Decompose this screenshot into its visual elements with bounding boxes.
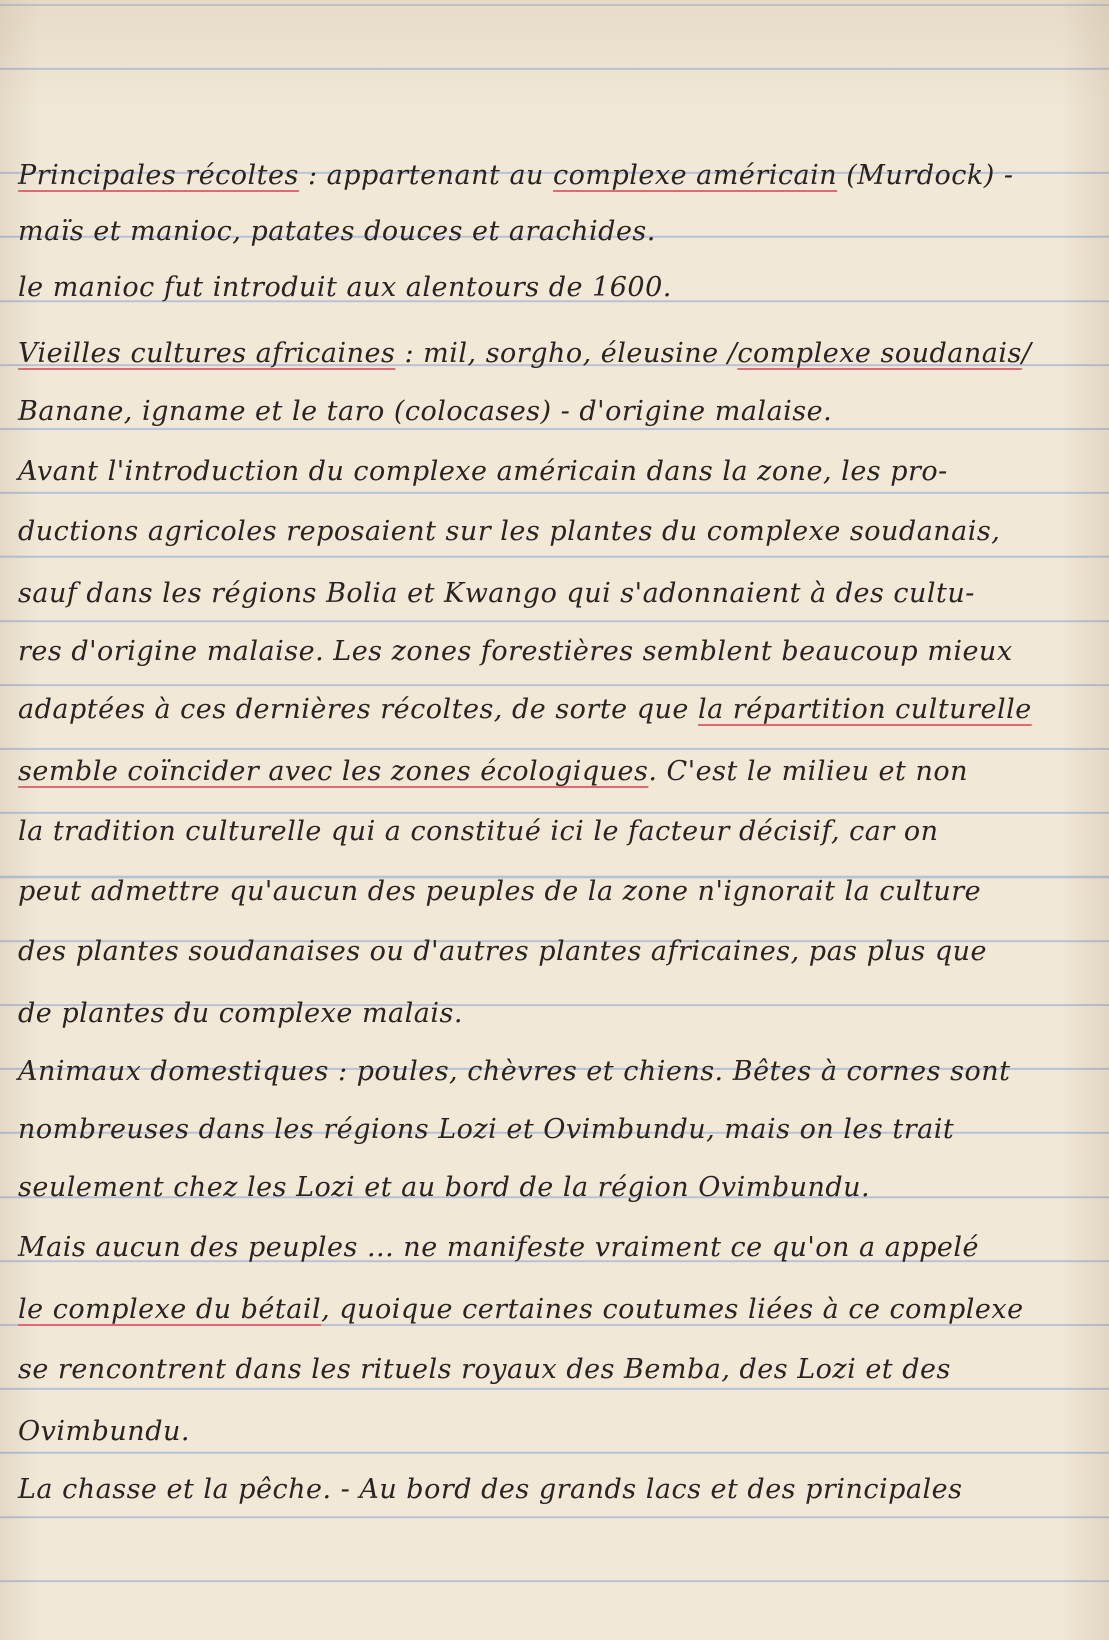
text-segment: le manioc fut introduit aux alentours de 1600. — [18, 272, 672, 303]
handwritten-line — [18, 212, 1089, 252]
text-segment: res d'origine malaise. Les zones forestières semblent beaucoup mieux — [18, 636, 1013, 667]
handwritten-line — [18, 1350, 1089, 1390]
underlined-phrase: complexe américain — [553, 160, 838, 191]
text-segment: Mais aucun des peuples ... ne manifeste vraiment ce qu'on a appelé — [18, 1232, 979, 1263]
text-segment: Animaux domestiques : poules, chèvres et chiens. Bêtes à cornes sont — [18, 1056, 1011, 1087]
underlined-phrase: Principales récoltes — [18, 160, 299, 191]
text-segment: de plantes du complexe malais. — [18, 998, 463, 1029]
text-segment: la tradition culturelle qui a constitué ici le facteur décisif, car on — [18, 816, 939, 847]
handwritten-line — [18, 632, 1089, 672]
text-segment: se rencontrent dans les rituels royaux des Bemba, des Lozi et des — [18, 1354, 951, 1385]
text-segment: Ovimbundu. — [18, 1416, 190, 1447]
handwritten-line — [18, 156, 1089, 196]
text-segment: ductions agricoles reposaient sur les plantes du complexe soudanais, — [18, 516, 1001, 547]
underlined-phrase: complexe soudanais — [737, 338, 1022, 369]
text-segment: La chasse et la pêche. - Au bord des grands lacs et des principales — [18, 1474, 963, 1505]
text-segment: des plantes soudanaises ou d'autres plantes africaines, pas plus que — [18, 936, 988, 967]
text-segment: Banane, igname et le taro (colocases) - d'origine malaise. — [18, 396, 833, 427]
handwritten-line — [18, 690, 1089, 730]
handwritten-line — [18, 512, 1089, 552]
handwritten-line — [18, 872, 1089, 912]
handwritten-line — [18, 1290, 1089, 1330]
text-segment: (Murdock) - — [837, 160, 1014, 191]
text-segment: : appartenant au — [298, 160, 554, 191]
underlined-phrase: la répartition culturelle — [697, 694, 1032, 725]
underlined-phrase: Vieilles cultures africaines — [18, 338, 396, 369]
handwritten-line — [18, 1052, 1089, 1092]
text-segment: peut admettre qu'aucun des peuples de la zone n'ignorait la culture — [18, 876, 982, 907]
handwritten-line — [18, 452, 1089, 492]
underlined-phrase: semble coïncider avec les zones écologiques — [18, 756, 649, 787]
text-segment: / — [1021, 338, 1032, 369]
handwritten-line — [18, 932, 1089, 972]
text-segment: nombreuses dans les régions Lozi et Ovimbundu, mais on les trait — [18, 1114, 955, 1145]
handwritten-line — [18, 574, 1089, 614]
handwritten-line — [18, 812, 1089, 852]
text-segment: : mil, sorgho, éleusine / — [395, 338, 738, 369]
text-segment: . C'est le milieu et non — [648, 756, 968, 787]
handwritten-line — [18, 1110, 1089, 1150]
handwritten-line — [18, 752, 1089, 792]
handwritten-line — [18, 994, 1089, 1034]
text-segment: maïs et manioc, patates douces et arachides. — [18, 216, 656, 247]
handwritten-line — [18, 334, 1089, 374]
handwritten-line — [18, 1470, 1089, 1510]
underlined-phrase: le complexe du bétail — [18, 1294, 322, 1325]
handwritten-line — [18, 1168, 1089, 1208]
text-segment: Avant l'introduction du complexe américain dans la zone, les pro- — [18, 456, 948, 487]
handwritten-line — [18, 1228, 1089, 1268]
text-segment: , quoique certaines coutumes liées à ce complexe — [321, 1294, 1024, 1325]
text-segment: adaptées à ces dernières récoltes, de sorte que — [18, 694, 698, 725]
handwritten-line — [18, 1412, 1089, 1452]
text-segment: sauf dans les régions Bolia et Kwango qui s'adonnaient à des cultu- — [18, 578, 975, 609]
handwritten-line — [18, 268, 1089, 308]
handwritten-line — [18, 392, 1089, 432]
text-segment: seulement chez les Lozi et au bord de la région Ovimbundu. — [18, 1172, 871, 1203]
